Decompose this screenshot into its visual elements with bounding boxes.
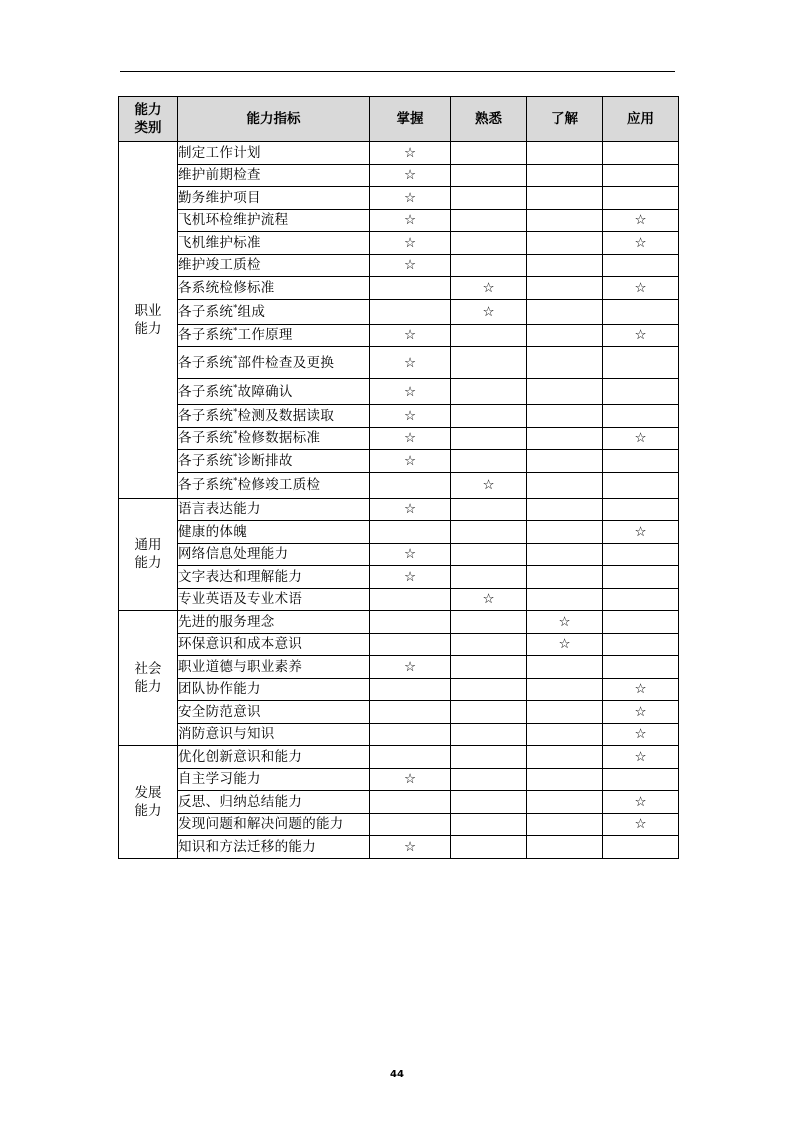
star-icon: ☆ — [403, 838, 417, 855]
indicator-cell — [178, 656, 370, 679]
understand-cell — [527, 142, 603, 165]
indicator-label: 优化创新意识和能力 — [178, 748, 303, 765]
indicator-label: 维护前期检查 — [178, 167, 261, 184]
familiar-cell — [451, 746, 527, 769]
indicator-label-tail: 诊断排故 — [237, 452, 293, 469]
header-master: 掌握 — [370, 97, 451, 142]
header-understand: 了解 — [527, 97, 603, 142]
familiar-cell — [451, 347, 527, 379]
master-cell — [370, 232, 451, 255]
indicator-cell — [178, 791, 370, 814]
indicator-label: 网络信息处理能力 — [178, 546, 289, 563]
master-cell — [370, 498, 451, 521]
indicator-cell — [178, 566, 370, 589]
star-icon: ☆ — [634, 430, 647, 447]
familiar-cell — [451, 813, 527, 836]
footnote-mark: * — [233, 303, 238, 312]
star-icon: ☆ — [403, 501, 417, 518]
apply-cell — [603, 768, 679, 791]
star-icon: ☆ — [482, 279, 495, 296]
table-row — [119, 836, 679, 859]
indicator-label: 健康的体魄 — [178, 523, 247, 540]
understand-cell — [527, 405, 603, 428]
indicator-label: 团队协作能力 — [178, 681, 261, 698]
indicator-label: 各子系统 — [178, 407, 234, 424]
apply-cell — [603, 164, 679, 187]
star-icon: ☆ — [634, 703, 647, 720]
table-row — [119, 254, 679, 277]
understand-cell — [527, 209, 603, 232]
master-cell — [370, 746, 451, 769]
star-icon: ☆ — [403, 568, 417, 585]
understand-cell — [527, 324, 603, 347]
indicator-label: 各子系统 — [178, 303, 234, 320]
star-icon: ☆ — [403, 383, 417, 400]
header-category — [119, 97, 178, 142]
familiar-cell — [451, 836, 527, 859]
familiar-cell — [451, 187, 527, 210]
star-icon: ☆ — [403, 167, 417, 184]
footnote-mark: * — [233, 383, 238, 392]
table-row — [119, 498, 679, 521]
apply-cell — [603, 299, 679, 324]
master-cell — [370, 299, 451, 324]
apply-cell — [603, 656, 679, 679]
master-cell — [370, 723, 451, 746]
understand-cell — [527, 768, 603, 791]
understand-cell — [527, 232, 603, 255]
master-cell — [370, 813, 451, 836]
star-icon: ☆ — [634, 279, 647, 296]
understand-cell — [527, 566, 603, 589]
indicator-cell — [178, 142, 370, 165]
apply-cell — [603, 427, 679, 450]
apply-cell — [603, 347, 679, 379]
indicator-cell — [178, 746, 370, 769]
understand-cell — [527, 521, 603, 544]
indicator-label: 职业道德与职业素养 — [178, 658, 303, 675]
apply-cell — [603, 566, 679, 589]
understand-cell — [527, 836, 603, 859]
indicator-cell — [178, 427, 370, 450]
indicator-label: 环保意识和成本意识 — [178, 636, 303, 653]
indicator-label: 各子系统 — [178, 430, 234, 447]
footnote-mark: * — [233, 429, 238, 439]
star-icon: ☆ — [403, 257, 417, 274]
indicator-cell — [178, 633, 370, 656]
star-icon: ☆ — [403, 546, 417, 563]
understand-cell — [527, 813, 603, 836]
table-row — [119, 588, 679, 611]
indicator-cell — [178, 379, 370, 405]
master-cell — [370, 588, 451, 611]
familiar-cell — [451, 791, 527, 814]
header-rule — [120, 71, 675, 72]
table-row — [119, 299, 679, 324]
indicator-label: 先进的服务理念 — [178, 613, 275, 630]
indicator-cell — [178, 277, 370, 300]
master-cell — [370, 142, 451, 165]
indicator-label: 飞机维护标准 — [178, 234, 261, 251]
indicator-label: 知识和方法迁移的能力 — [178, 838, 316, 855]
apply-cell — [603, 588, 679, 611]
header-apply: 应用 — [603, 97, 679, 142]
header-category-label: 能力 类别 — [134, 102, 162, 136]
header-familiar: 熟悉 — [451, 97, 527, 142]
understand-cell — [527, 656, 603, 679]
star-icon: ☆ — [634, 212, 647, 229]
indicator-label: 各子系统 — [178, 354, 234, 371]
star-icon: ☆ — [403, 452, 417, 469]
understand-cell — [527, 347, 603, 379]
familiar-cell — [451, 678, 527, 701]
understand-cell — [527, 746, 603, 769]
master-cell — [370, 656, 451, 679]
familiar-cell — [451, 427, 527, 450]
indicator-cell — [178, 588, 370, 611]
familiar-cell — [451, 472, 527, 498]
familiar-cell — [451, 768, 527, 791]
star-icon: ☆ — [558, 636, 571, 653]
apply-cell — [603, 277, 679, 300]
understand-cell — [527, 588, 603, 611]
indicator-cell — [178, 164, 370, 187]
apply-cell — [603, 379, 679, 405]
master-cell — [370, 611, 451, 634]
master-cell — [370, 405, 451, 428]
category-cell: 职业 能力 — [119, 142, 178, 499]
indicator-cell — [178, 450, 370, 473]
apply-cell — [603, 254, 679, 277]
page-number: 44 — [390, 1069, 404, 1080]
understand-cell — [527, 254, 603, 277]
familiar-cell — [451, 566, 527, 589]
indicator-cell — [178, 543, 370, 566]
master-cell — [370, 633, 451, 656]
category-cell: 通用 能力 — [119, 498, 178, 611]
star-icon: ☆ — [634, 748, 647, 765]
table-row — [119, 521, 679, 544]
familiar-cell — [451, 324, 527, 347]
table-row — [119, 701, 679, 724]
understand-cell — [527, 791, 603, 814]
indicator-cell — [178, 836, 370, 859]
indicator-label: 各子系统 — [178, 452, 234, 469]
master-cell — [370, 379, 451, 405]
indicator-cell — [178, 678, 370, 701]
familiar-cell — [451, 701, 527, 724]
footnote-mark: * — [233, 326, 238, 336]
apply-cell — [603, 746, 679, 769]
familiar-cell — [451, 299, 527, 324]
understand-cell — [527, 723, 603, 746]
master-cell — [370, 768, 451, 791]
table-row — [119, 427, 679, 450]
indicator-cell — [178, 723, 370, 746]
star-icon: ☆ — [634, 327, 647, 344]
table-row — [119, 633, 679, 656]
master-cell — [370, 254, 451, 277]
familiar-cell — [451, 656, 527, 679]
star-icon: ☆ — [634, 234, 647, 251]
master-cell — [370, 277, 451, 300]
indicator-label: 自主学习能力 — [178, 771, 261, 788]
table-row — [119, 347, 679, 379]
apply-cell — [603, 543, 679, 566]
master-cell — [370, 791, 451, 814]
footnote-mark: * — [233, 407, 238, 417]
indicator-cell — [178, 299, 370, 324]
master-cell — [370, 347, 451, 379]
apply-cell — [603, 232, 679, 255]
table-row — [119, 723, 679, 746]
familiar-cell — [451, 232, 527, 255]
indicator-label-tail: 部件检查及更换 — [237, 354, 335, 371]
familiar-cell — [451, 588, 527, 611]
master-cell — [370, 164, 451, 187]
table-row — [119, 379, 679, 405]
star-icon: ☆ — [634, 793, 647, 810]
apply-cell — [603, 836, 679, 859]
footnote-mark: * — [233, 476, 238, 486]
star-icon: ☆ — [634, 523, 647, 540]
understand-cell — [527, 277, 603, 300]
understand-cell — [527, 611, 603, 634]
familiar-cell — [451, 543, 527, 566]
master-cell — [370, 543, 451, 566]
familiar-cell — [451, 723, 527, 746]
indicator-cell — [178, 187, 370, 210]
apply-cell — [603, 405, 679, 428]
star-icon: ☆ — [403, 234, 417, 251]
familiar-cell — [451, 450, 527, 473]
star-icon: ☆ — [634, 816, 647, 833]
understand-cell — [527, 633, 603, 656]
star-icon: ☆ — [558, 613, 571, 630]
table-header-row — [119, 97, 679, 142]
category-cell: 发展 能力 — [119, 746, 178, 859]
familiar-cell — [451, 633, 527, 656]
star-icon: ☆ — [482, 303, 495, 320]
header-indicator: 能力指标 — [178, 97, 370, 142]
understand-cell — [527, 427, 603, 450]
apply-cell — [603, 324, 679, 347]
understand-cell — [527, 678, 603, 701]
table-row — [119, 813, 679, 836]
indicator-cell — [178, 611, 370, 634]
master-cell — [370, 427, 451, 450]
understand-cell — [527, 498, 603, 521]
apply-cell — [603, 498, 679, 521]
indicator-label-tail: 组成 — [237, 303, 266, 320]
indicator-cell — [178, 472, 370, 498]
indicator-cell — [178, 768, 370, 791]
indicator-label-tail: 工作原理 — [237, 327, 293, 344]
indicator-label: 消防意识与知识 — [178, 726, 275, 743]
indicator-cell — [178, 521, 370, 544]
apply-cell — [603, 701, 679, 724]
table-row — [119, 611, 679, 634]
understand-cell — [527, 472, 603, 498]
apply-cell — [603, 723, 679, 746]
indicator-cell — [178, 498, 370, 521]
apply-cell — [603, 611, 679, 634]
table-row — [119, 187, 679, 210]
indicator-label: 维护竣工质检 — [178, 257, 261, 274]
star-icon: ☆ — [403, 407, 417, 424]
familiar-cell — [451, 611, 527, 634]
familiar-cell — [451, 405, 527, 428]
master-cell — [370, 836, 451, 859]
apply-cell — [603, 633, 679, 656]
familiar-cell — [451, 254, 527, 277]
table-row — [119, 472, 679, 498]
indicator-label: 发现问题和解决问题的能力 — [178, 816, 344, 833]
familiar-cell — [451, 379, 527, 405]
master-cell — [370, 566, 451, 589]
table-row — [119, 405, 679, 428]
indicator-label: 语言表达能力 — [178, 501, 261, 518]
table-row — [119, 209, 679, 232]
indicator-label: 专业英语及专业术语 — [178, 591, 303, 608]
apply-cell — [603, 142, 679, 165]
master-cell — [370, 678, 451, 701]
apply-cell — [603, 813, 679, 836]
familiar-cell — [451, 521, 527, 544]
competency-matrix-table — [118, 96, 679, 859]
master-cell — [370, 324, 451, 347]
apply-cell — [603, 472, 679, 498]
star-icon: ☆ — [403, 212, 417, 229]
category-cell: 社会 能力 — [119, 611, 178, 746]
indicator-cell — [178, 701, 370, 724]
indicator-label-tail: 检测及数据读取 — [237, 407, 335, 424]
star-icon: ☆ — [634, 726, 647, 743]
indicator-cell — [178, 324, 370, 347]
indicator-label: 文字表达和理解能力 — [178, 568, 303, 585]
indicator-label: 制定工作计划 — [178, 144, 261, 161]
footnote-mark: * — [233, 354, 238, 363]
table-row — [119, 543, 679, 566]
indicator-cell — [178, 232, 370, 255]
table-row — [119, 164, 679, 187]
master-cell — [370, 472, 451, 498]
familiar-cell — [451, 209, 527, 232]
table-row — [119, 324, 679, 347]
star-icon: ☆ — [403, 354, 417, 371]
star-icon: ☆ — [634, 681, 647, 698]
master-cell — [370, 209, 451, 232]
indicator-label: 各子系统 — [178, 477, 234, 493]
understand-cell — [527, 450, 603, 473]
master-cell — [370, 701, 451, 724]
master-cell — [370, 187, 451, 210]
apply-cell — [603, 521, 679, 544]
indicator-label: 飞机环检维护流程 — [178, 212, 289, 229]
table-row — [119, 791, 679, 814]
star-icon: ☆ — [403, 189, 417, 206]
understand-cell — [527, 543, 603, 566]
table-row — [119, 450, 679, 473]
indicator-cell — [178, 347, 370, 379]
indicator-cell — [178, 813, 370, 836]
table-row — [119, 142, 679, 165]
indicator-cell — [178, 209, 370, 232]
apply-cell — [603, 187, 679, 210]
indicator-label: 反思、归纳总结能力 — [178, 793, 303, 810]
indicator-label-tail: 检修竣工质检 — [237, 477, 321, 493]
footnote-mark: * — [233, 452, 238, 462]
apply-cell — [603, 678, 679, 701]
master-cell — [370, 521, 451, 544]
table-row — [119, 232, 679, 255]
apply-cell — [603, 450, 679, 473]
indicator-label: 各子系统 — [178, 383, 234, 400]
familiar-cell — [451, 498, 527, 521]
indicator-cell — [178, 405, 370, 428]
familiar-cell — [451, 164, 527, 187]
table-row — [119, 768, 679, 791]
master-cell — [370, 450, 451, 473]
table-row — [119, 566, 679, 589]
star-icon: ☆ — [482, 591, 495, 608]
apply-cell — [603, 791, 679, 814]
table-row — [119, 277, 679, 300]
understand-cell — [527, 187, 603, 210]
star-icon: ☆ — [403, 771, 417, 788]
table-row — [119, 746, 679, 769]
understand-cell — [527, 701, 603, 724]
star-icon: ☆ — [403, 144, 417, 161]
indicator-cell — [178, 254, 370, 277]
star-icon: ☆ — [482, 477, 495, 493]
indicator-label-tail: 检修数据标准 — [237, 430, 321, 447]
familiar-cell — [451, 142, 527, 165]
indicator-label-tail: 故障确认 — [237, 383, 293, 400]
star-icon: ☆ — [403, 327, 417, 344]
understand-cell — [527, 299, 603, 324]
indicator-label: 各子系统 — [178, 327, 234, 344]
indicator-label: 勤务维护项目 — [178, 189, 261, 206]
star-icon: ☆ — [403, 430, 417, 447]
understand-cell — [527, 379, 603, 405]
table-row — [119, 678, 679, 701]
star-icon: ☆ — [403, 658, 417, 675]
indicator-label: 安全防范意识 — [178, 703, 261, 720]
understand-cell — [527, 164, 603, 187]
table-row — [119, 656, 679, 679]
indicator-label: 各系统检修标准 — [178, 279, 275, 296]
familiar-cell — [451, 277, 527, 300]
apply-cell — [603, 209, 679, 232]
table-body — [119, 142, 679, 859]
